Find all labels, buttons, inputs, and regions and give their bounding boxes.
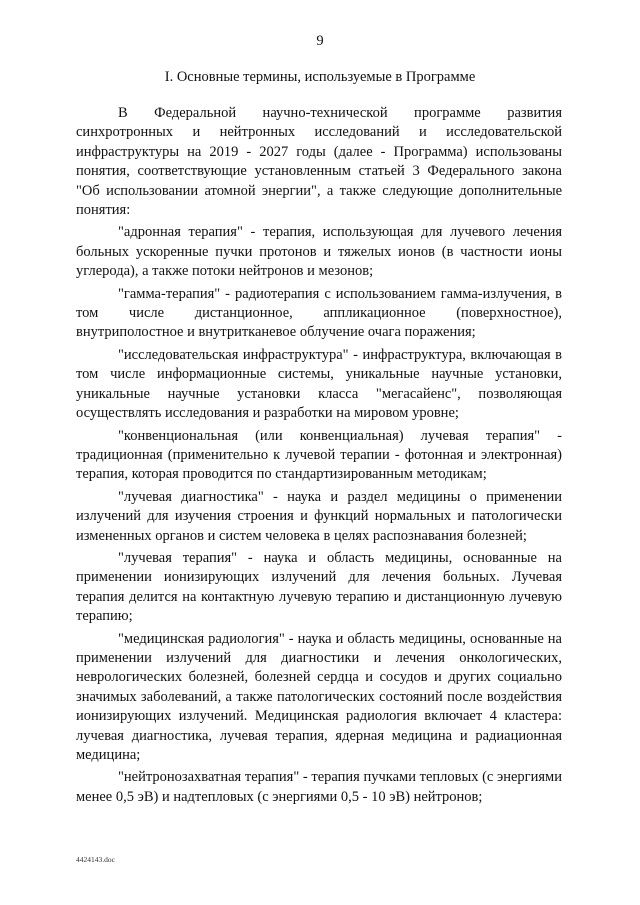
paragraph-term-hadron-therapy: "адронная терапия" - терапия, использующая для лучевого лечения больных ускоренные пучки протонов и тяжелых ионов (в частности ионы углерода), а также потоки нейтронов и мезонов; — [76, 224, 562, 280]
paragraph-intro: В Федеральной научно-технической программе развития синхротронных и нейтронных исследований и исследовательской инфраструктуры на 2019 - 2027 годы (далее - Программа) использованы понятия, соответствующие установленным статьей 3 Федерального закона "Об использовании атомной энергии", а также следующие дополнительные понятия: — [76, 105, 562, 219]
document-body — [76, 104, 562, 810]
page-number: 9 — [316, 33, 324, 49]
paragraph-term-radiation-therapy: "лучевая терапия" - наука и область медицины, основанные на применении ионизирующих излучений для лечения больных. Лучевая терапия делится на контактную лучевую терапию и дистанционную лучевую терапию; — [76, 549, 562, 625]
paragraph-term-radiation-diagnostics: "лучевая диагностика" - наука и раздел медицины о применении излучений для изучения строения и функций нормальных и патологически измененных органов и систем человека в целях распознавания болезней; — [76, 488, 562, 544]
section-title: I. Основные термины, используемые в Программе — [164, 69, 476, 85]
paragraph-term-conventional-radiotherapy: "конвенциональная (или конвенциальная) лучевая терапия" - традиционная (применительно к лучевой терапии - фотонная и электронная) терапия, которая проводится по стандартизированным методикам; — [76, 427, 562, 483]
paragraph-term-medical-radiology: "медицинская радиология" - наука и область медицины, основанные на применении излучений для диагностики и лечения онкологических, неврологических болезней, болезней сердца и сосудов и других социально значимых заболеваний, а также патологических состояний после воздействия ионизирующих излучений. Медицинская радиология включает 4 кластера: лучевая диагностика, лучевая терапия, ядерная медицина и радиационная медицина; — [76, 630, 562, 763]
file-name-footer: 4424143.doc — [76, 855, 115, 864]
paragraph-term-research-infrastructure: "исследовательская инфраструктура" - инфраструктура, включающая в том числе информационные системы, уникальные научные установки, уникальные научные установки класса "мегасайенс", позволяющая осуществлять исследования и разработки на мировом уровне; — [76, 346, 562, 422]
paragraph-term-gamma-therapy: "гамма-терапия" - радиотерапия с использованием гамма-излучения, в том числе дистанционное, аппликационное (поверхностное), внутриполостное и внутритканевое облучение очага поражения; — [76, 285, 562, 341]
paragraph-term-neutron-capture-therapy: "нейтронозахватная терапия" - терапия пучками тепловых (с энергиями менее 0,5 эВ) и надтепловых (с энергиями 0,5 - 10 эВ) нейтронов; — [76, 769, 562, 805]
